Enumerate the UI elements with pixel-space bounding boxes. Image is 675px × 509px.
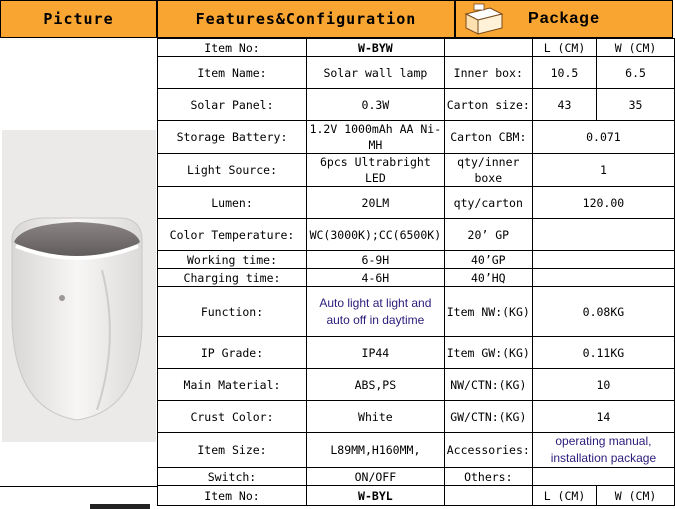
table-row — [158, 251, 675, 269]
package-value: 120.00 — [532, 187, 674, 219]
package-value — [532, 219, 674, 251]
table-row — [158, 219, 675, 251]
box-icon — [460, 2, 508, 36]
package-value — [532, 251, 674, 269]
package-width: 6.5 — [597, 57, 675, 89]
package-label: Carton size: — [444, 89, 532, 121]
feature-label: IP Grade: — [158, 337, 307, 369]
feature-label: Light Source: — [158, 154, 307, 187]
features-header: Features&Configuration — [157, 0, 455, 38]
package-length: 10.5 — [532, 57, 596, 89]
table-row — [158, 154, 675, 187]
feature-label: Charging time: — [158, 269, 307, 287]
table-row — [158, 269, 675, 287]
feature-label: Item No: — [158, 39, 307, 57]
table-row — [158, 401, 675, 433]
table-row — [158, 433, 675, 468]
table-row — [158, 468, 675, 486]
table-row — [158, 57, 675, 89]
table-row — [158, 287, 675, 337]
package-label — [444, 39, 532, 57]
table-row — [158, 39, 675, 57]
feature-label: Item No: — [158, 486, 307, 506]
package-label: Item NW:(KG) — [444, 287, 532, 337]
package-header: Package — [455, 0, 673, 38]
feature-value: 6-9H — [306, 251, 444, 269]
feature-label: Function: — [158, 287, 307, 337]
package-value — [532, 269, 674, 287]
table-row — [158, 337, 675, 369]
feature-label: Lumen: — [158, 187, 307, 219]
package-label: 20’ GP — [444, 219, 532, 251]
package-value: 10 — [532, 369, 674, 401]
feature-value: IP44 — [306, 337, 444, 369]
package-value: operating manual, installation package — [532, 433, 674, 468]
package-length: L (CM) — [532, 39, 596, 57]
solar-wall-lamp-photo — [2, 130, 156, 442]
package-width: W (CM) — [597, 39, 675, 57]
feature-label: Working time: — [158, 251, 307, 269]
feature-value: 0.3W — [306, 89, 444, 121]
table-row — [158, 121, 675, 154]
feature-value: W-BYL — [306, 486, 444, 506]
feature-label: Switch: — [158, 468, 307, 486]
feature-value: WC(3000K);CC(6500K) — [306, 219, 444, 251]
feature-label: Color Temperature: — [158, 219, 307, 251]
table-row — [158, 369, 675, 401]
table-row — [158, 89, 675, 121]
package-width: W (CM) — [597, 486, 675, 506]
divider — [0, 486, 157, 487]
feature-value: 20LM — [306, 187, 444, 219]
package-value: 14 — [532, 401, 674, 433]
next-product-photo-edge — [90, 504, 150, 509]
package-label: qty/inner boxe — [444, 154, 532, 187]
feature-label: Item Size: — [158, 433, 307, 468]
package-value — [532, 468, 674, 486]
feature-value: Solar wall lamp — [306, 57, 444, 89]
feature-value: 1.2V 1000mAh AA Ni-MH — [306, 121, 444, 154]
feature-value: W-BYW — [306, 39, 444, 57]
feature-value: ABS,PS — [306, 369, 444, 401]
picture-header: Picture — [0, 0, 157, 38]
package-label: qty/carton — [444, 187, 532, 219]
package-label: Accessories: — [444, 433, 532, 468]
package-width: 35 — [597, 89, 675, 121]
package-label: Item GW:(KG) — [444, 337, 532, 369]
package-label — [444, 486, 532, 506]
package-value: 0.071 — [532, 121, 674, 154]
feature-value: 6pcs Ultrabright LED — [306, 154, 444, 187]
package-label: GW/CTN:(KG) — [444, 401, 532, 433]
package-value: 0.08KG — [532, 287, 674, 337]
feature-value: 4-6H — [306, 269, 444, 287]
feature-label: Solar Panel: — [158, 89, 307, 121]
feature-value: ON/OFF — [306, 468, 444, 486]
package-label: 40’HQ — [444, 269, 532, 287]
package-label: NW/CTN:(KG) — [444, 369, 532, 401]
package-length: 43 — [532, 89, 596, 121]
spec-table — [157, 38, 675, 506]
table-row — [158, 187, 675, 219]
package-label: Others: — [444, 468, 532, 486]
package-value: 0.11KG — [532, 337, 674, 369]
package-label: Carton CBM: — [444, 121, 532, 154]
feature-value: L89MM,H160MM, — [306, 433, 444, 468]
package-length: L (CM) — [532, 486, 596, 506]
table-row — [158, 486, 675, 506]
feature-value: White — [306, 401, 444, 433]
feature-label: Item Name: — [158, 57, 307, 89]
feature-label: Main Material: — [158, 369, 307, 401]
feature-label: Crust Color: — [158, 401, 307, 433]
feature-label: Storage Battery: — [158, 121, 307, 154]
package-value: 1 — [532, 154, 674, 187]
package-label: 40’GP — [444, 251, 532, 269]
feature-value: Auto light at light and auto off in daytime — [306, 287, 444, 337]
package-label: Inner box: — [444, 57, 532, 89]
